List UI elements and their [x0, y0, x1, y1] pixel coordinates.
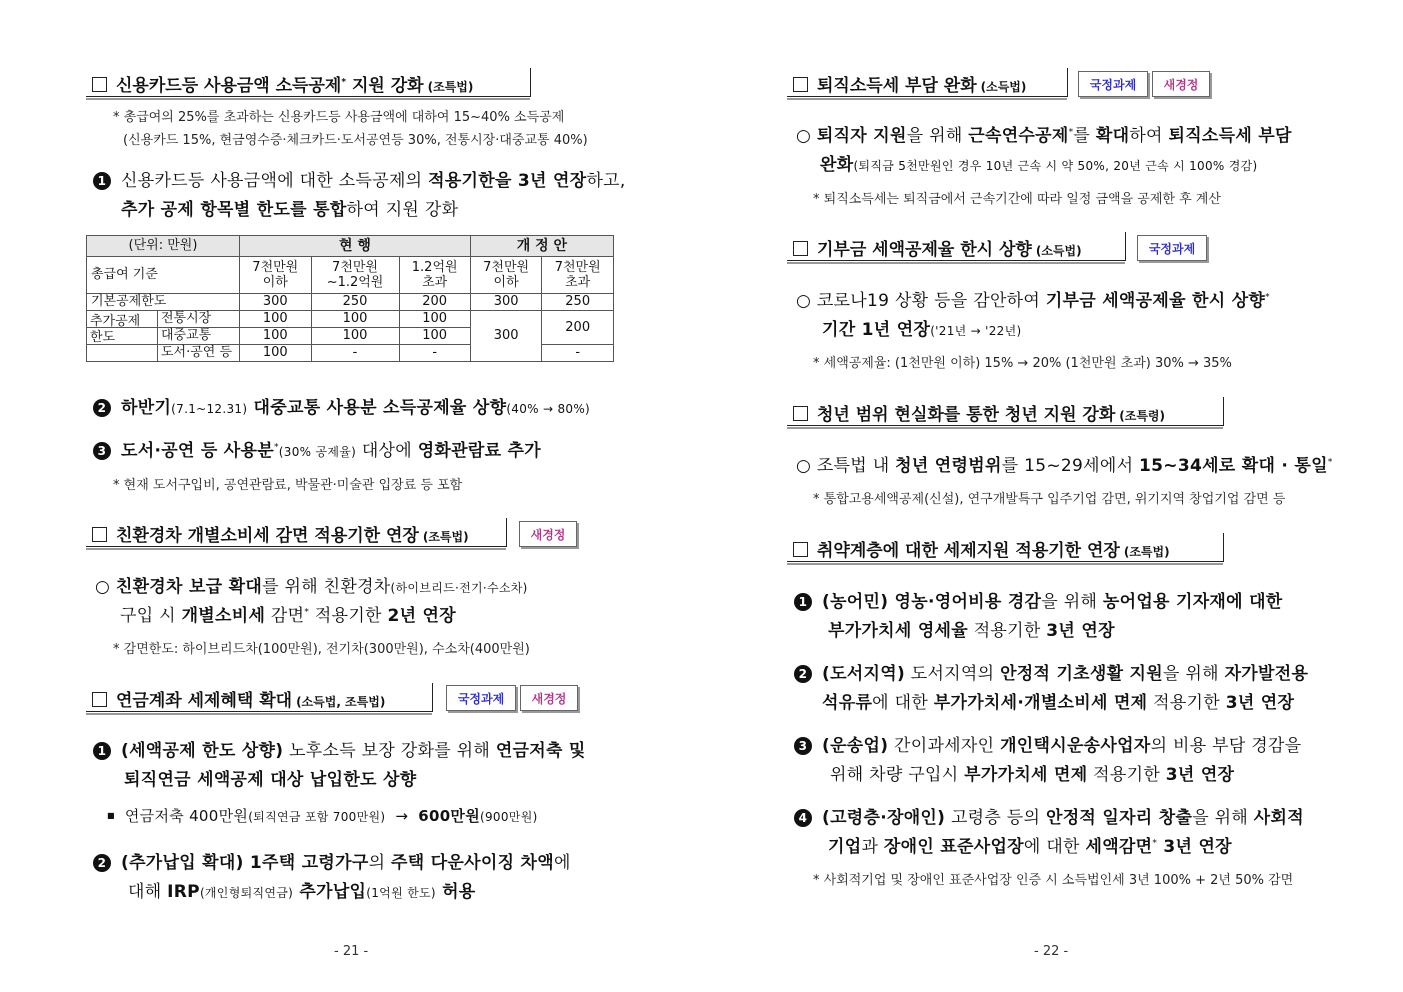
- text-small: (7.1~12.31): [171, 402, 248, 416]
- text: 에 대한: [872, 693, 934, 713]
- page-number: - 21 -: [334, 944, 369, 959]
- text-bold: 자가발전용: [1224, 664, 1309, 684]
- item-4-cont: [828, 832, 1232, 857]
- section-title: 연금계좌 세제혜택 확대: [116, 691, 293, 711]
- number-4-icon: 4: [794, 809, 812, 827]
- table-cell: 250: [542, 294, 614, 311]
- text: 을 위해: [906, 126, 969, 146]
- text-bold: 기부금 세액공제율 한시 상향: [1045, 291, 1266, 311]
- note: * 현재 도서구입비, 공연관람료, 박물관·미술관 입장료 등 포함: [113, 478, 463, 493]
- text-bold: 농어업용 기자재에 대한: [1102, 592, 1283, 612]
- table-cell: 300: [470, 294, 542, 311]
- item-1: [794, 587, 1283, 612]
- text-bold: 600만원: [418, 807, 481, 825]
- footnote-mark: *: [1265, 292, 1270, 303]
- extra-label: [90, 314, 140, 346]
- text-bold: 추가 공제 항목별 한도를 통합: [121, 200, 347, 220]
- number-2-icon: 2: [93, 399, 111, 417]
- checkbox-icon: [793, 77, 808, 92]
- table-cell: [542, 257, 614, 294]
- cell-text: 초과: [565, 275, 591, 290]
- section-title: 친환경차 개별소비세 감면 적용기한 연장: [116, 526, 419, 546]
- table-unit: (단위: 만원): [87, 236, 240, 257]
- text-bold: 장애인 표준사업장: [883, 837, 1024, 857]
- table-cell: 100: [399, 328, 470, 345]
- text-bold: 1주택 고령가구: [243, 853, 369, 873]
- text-bold: 영화관람료 추가: [417, 441, 541, 461]
- paragraph: [95, 572, 528, 597]
- law-label: (조특법): [427, 80, 474, 94]
- table-cell: 250: [311, 294, 399, 311]
- text-bold: (고령층·장애인): [822, 808, 946, 828]
- page-21: [0, 0, 701, 992]
- cell-text: 이하: [493, 275, 519, 290]
- table-cell: 100: [240, 311, 312, 328]
- table-cell: 100: [399, 311, 470, 328]
- text-bold: 기업: [828, 837, 862, 857]
- checkbox-icon: [793, 542, 808, 557]
- footnote-mark: *: [273, 442, 279, 453]
- table-row-label: 총급여 기준: [87, 257, 240, 294]
- section-title: 취약계층에 대한 세제지원 적용기한 연장: [817, 541, 1120, 561]
- table-cell: 300: [240, 294, 312, 311]
- text-bold: 15~34세로 확대 · 통일: [1139, 456, 1328, 476]
- text-bold: 개별소비세: [181, 606, 266, 626]
- text-small: (퇴직연금 포함 700만원): [248, 810, 386, 824]
- text: 적용기한: [1147, 693, 1226, 713]
- text-small: (하이브리드·전기·수소차): [390, 581, 528, 595]
- tag-new-policy: 새경정: [1152, 71, 1210, 97]
- text-bold: 2년 연장: [387, 606, 456, 626]
- text-bold: 사회적: [1253, 808, 1304, 828]
- text-bold: 영농·영어비용 경감: [888, 592, 1042, 612]
- item-1-cont: [124, 765, 416, 790]
- text: 노후소득 보장 강화를 위해: [283, 741, 496, 761]
- text-bold: 3년 연장: [1046, 621, 1115, 641]
- tag-new-policy: 새경정: [519, 521, 577, 547]
- section-title-cont: 지원 강화: [346, 76, 424, 96]
- text: 고령층 등의: [945, 808, 1046, 828]
- text: 을 위해: [1163, 664, 1225, 684]
- text-small: ('21년 → '22년): [930, 324, 1022, 338]
- text: ○ 조특법 내: [796, 456, 896, 476]
- section-title: 신용카드등 사용금액 소득공제: [116, 76, 342, 96]
- section-header-vulnerable: [787, 533, 1224, 562]
- sub-bullet: [107, 805, 538, 826]
- bullet-circle: ○: [95, 577, 116, 597]
- item-2-cont: [128, 877, 476, 902]
- text-bold: 기간 1년 연장: [822, 320, 931, 340]
- text: 적용기한: [968, 621, 1047, 641]
- table-cell: 100: [240, 345, 312, 362]
- text: 감면: [265, 606, 305, 626]
- checkbox-icon: [793, 406, 808, 421]
- text-bold: 퇴직자 지원: [816, 126, 907, 146]
- section-header-retirement-tax: [787, 68, 1068, 97]
- text-bold: 도서·공연 등 사용분: [121, 441, 274, 461]
- item-4: [794, 803, 1304, 828]
- paragraph: [796, 286, 1270, 311]
- footnote-mark: *: [341, 77, 347, 88]
- table-cell: [399, 257, 470, 294]
- text-bold: 퇴직소득세 부담: [1168, 126, 1292, 146]
- extra-label-cell: [87, 345, 158, 361]
- note: * 세액공제율: (1천만원 이하) 15% → 20% (1천만원 초과) 30% → 35%: [813, 356, 1232, 371]
- text: 하여: [1129, 126, 1169, 146]
- cell-text: 7천만원: [554, 260, 601, 275]
- text-bold: (추가납입 확대): [121, 853, 244, 873]
- text: 연금저축 400만원: [124, 807, 249, 825]
- extra-label-cell: [87, 314, 158, 345]
- item-2: [794, 659, 1308, 684]
- item-2: [93, 393, 590, 418]
- item-2-cont: [822, 688, 1294, 713]
- table-row-label: [87, 345, 240, 362]
- table-cell: [470, 257, 542, 294]
- text-small: (900만원): [480, 810, 538, 824]
- text-bold: 허용: [435, 882, 476, 902]
- cell-text: 이하: [262, 275, 288, 290]
- footnote-mark: *: [1152, 838, 1158, 849]
- row-transit: 대중교통: [161, 328, 212, 343]
- paragraph-cont: [820, 150, 1258, 175]
- law-label: (소득법): [980, 80, 1027, 94]
- page-number: - 22 -: [1034, 944, 1069, 959]
- text: 을 위해: [1041, 592, 1103, 612]
- tag-national-task: 국정과제: [446, 685, 516, 711]
- text-bold: 안정적 일자리 창출: [1045, 808, 1193, 828]
- number-3-icon: 3: [93, 442, 111, 460]
- text-bold: 3년 연장: [1225, 693, 1295, 713]
- section-header-youth: [787, 397, 1224, 426]
- text: 대해: [128, 882, 168, 902]
- text: 적용기한: [1087, 765, 1166, 785]
- table-cell: 100: [311, 328, 399, 345]
- table-cell: -: [542, 345, 614, 362]
- table-cell: 300: [470, 311, 542, 362]
- cell-text: ~1.2억원: [326, 275, 384, 290]
- deduction-table: [86, 235, 614, 362]
- text-bold: 추가납입: [293, 882, 367, 902]
- text: 도서지역의: [905, 664, 1001, 684]
- text-bold: 청년 연령범위: [895, 456, 1002, 476]
- footnote-mark: *: [304, 607, 310, 618]
- text-bold: (운송업): [822, 736, 889, 756]
- cell-text: 7천만원: [252, 260, 299, 275]
- text: 를 15~29세에서: [1001, 456, 1140, 476]
- number-1-icon: 1: [794, 593, 812, 611]
- item-3: [93, 436, 541, 461]
- item-1-cont: [121, 195, 458, 220]
- text: 의 비용 부담 경감을: [1150, 736, 1302, 756]
- item-3-cont: [830, 760, 1234, 785]
- text-bold: (농어민): [822, 592, 889, 612]
- paragraph: [796, 451, 1333, 476]
- text: 를 위해 친환경차: [262, 577, 391, 597]
- section-header-donation: [787, 232, 1126, 261]
- text: 하고,: [586, 171, 626, 191]
- text-bold: (세액공제 한도 상향): [121, 741, 284, 761]
- note: * 통합고용세액공제(신설), 연구개발특구 입주기업 감면, 위기지역 창업기업 감면 등: [813, 492, 1286, 507]
- table-header-current: 현 행: [240, 236, 471, 257]
- text: 에: [553, 853, 571, 873]
- footnote-mark: *: [1327, 457, 1333, 468]
- page-22: [702, 0, 1403, 992]
- text-bold: 대중교통 사용분 소득공제율 상향: [247, 398, 507, 418]
- section-header-credit-card: [86, 68, 531, 97]
- text-bold: 친환경차 보급 확대: [115, 577, 263, 597]
- text: 의: [368, 853, 392, 873]
- section-header-eco-car: [86, 518, 507, 547]
- table-cell: [311, 257, 399, 294]
- text: 을 위해: [1192, 808, 1254, 828]
- checkbox-icon: [793, 241, 808, 256]
- paragraph-cont: [120, 601, 456, 626]
- text-small: (개인형퇴직연금): [199, 886, 294, 900]
- text-small: (40% → 80%): [506, 402, 591, 416]
- text: 구입 시: [120, 606, 182, 626]
- square-bullet-icon: ■: [107, 811, 115, 820]
- section-header-pension: [86, 683, 433, 712]
- section-title: 기부금 세액공제율 한시 상향: [817, 240, 1032, 260]
- text: 대상에: [356, 441, 418, 461]
- checkbox-icon: [92, 692, 107, 707]
- text-small: (1억원 한도): [366, 886, 436, 900]
- text-bold: IRP: [167, 882, 200, 902]
- text-bold: 적용기한을 3년 연장: [428, 171, 587, 191]
- checkbox-icon: [92, 527, 107, 542]
- number-3-icon: 3: [794, 737, 812, 755]
- item-1: [93, 166, 626, 191]
- item-2: [93, 848, 571, 873]
- table-cell: -: [311, 345, 399, 362]
- law-label: (조특법): [422, 530, 469, 544]
- note: (신용카드 15%, 현금영수증·체크카드·도서공연등 30%, 전통시장·대중교통 40%): [123, 133, 588, 148]
- text: 적용기한: [309, 606, 388, 626]
- text-bold: 개인택시운송사업자: [1000, 736, 1151, 756]
- table-row-label: 기본공제한도: [87, 294, 240, 311]
- text-small: (퇴직금 5천만원인 경우 10년 근속 시 약 50%, 20년 근속 시 100% 경감): [853, 159, 1258, 173]
- text: 위해 차량 구입시: [830, 765, 965, 785]
- note: * 퇴직소득세는 퇴직금에서 근속기간에 따라 일정 금액을 공제한 후 계산: [813, 192, 1221, 207]
- tag-national-task: 국정과제: [1078, 71, 1148, 97]
- text: 를: [1073, 126, 1096, 146]
- tag-national-task: 국정과제: [1137, 235, 1207, 261]
- section-title: 퇴직소득세 부담 완화: [817, 76, 977, 96]
- text-bold: 퇴직연금 세액공제 대상 납입한도 상향: [124, 770, 417, 790]
- law-label: (조특령): [1119, 409, 1166, 423]
- table-header-proposed: 개 정 안: [470, 236, 613, 257]
- text: 간이과세자인: [888, 736, 1001, 756]
- text-bold: 안정적 기초생활 지원: [1000, 664, 1163, 684]
- number-2-icon: 2: [794, 665, 812, 683]
- text-bold: 세액감면: [1085, 837, 1153, 857]
- number-1-icon: 1: [93, 742, 111, 760]
- checkbox-icon: [92, 77, 107, 92]
- row-book: 도서·공연 등: [161, 345, 233, 360]
- law-label: (소득법, 조특법): [296, 695, 386, 709]
- row-market: 전통시장: [161, 311, 212, 326]
- table-cell: 100: [311, 311, 399, 328]
- cell-text: 7천만원: [332, 260, 378, 275]
- text-bold: 3년 연장: [1165, 765, 1235, 785]
- table-cell: 200: [542, 311, 614, 345]
- number-1-icon: 1: [93, 172, 111, 190]
- text: 하여 지원 강화: [346, 200, 459, 220]
- paragraph: [796, 121, 1292, 146]
- bullet-circle: ○: [796, 126, 817, 146]
- note: * 감면한도: 하이브리드차(100만원), 전기차(300만원), 수소차(400만원): [113, 642, 530, 657]
- law-label: (소득법): [1035, 244, 1082, 258]
- number-2-icon: 2: [93, 854, 111, 872]
- note: * 사회적기업 및 장애인 표준사업장 인증 시 소득법인세 3년 100% + 2년 50% 감면: [813, 873, 1294, 888]
- cell-text: 초과: [422, 275, 448, 290]
- table-cell: -: [399, 345, 470, 362]
- table-cell: [240, 257, 312, 294]
- note: * 총급여의 25%를 초과하는 신용카드등 사용금액에 대하여 15~40% 소득공제: [113, 110, 565, 125]
- cell-text: 1.2억원: [411, 260, 458, 275]
- text: 신용카드등 사용금액에 대한 소득공제의: [121, 171, 429, 191]
- text-bold: 부가가치세 면제: [964, 765, 1088, 785]
- text: ○ 코로나19 상황 등을 감안하여: [796, 291, 1046, 311]
- text-bold: 근속연수공제: [968, 126, 1069, 146]
- text-bold: 부가가치세 영세율: [828, 621, 968, 641]
- item-1: [93, 736, 586, 761]
- text-bold: 하반기: [121, 398, 172, 418]
- tag-new-policy: 새경정: [520, 685, 578, 711]
- paragraph-cont: [822, 315, 1021, 340]
- text-bold: 완화: [820, 155, 854, 175]
- text-bold: (도서지역): [822, 664, 906, 684]
- text-bold: 3년 연장: [1157, 837, 1232, 857]
- text-small: (30% 공제율): [278, 445, 357, 459]
- section-title: 청년 범위 현실화를 통한 청년 지원 강화: [817, 405, 1116, 425]
- text: 과: [861, 837, 884, 857]
- text: 에 대한: [1023, 837, 1086, 857]
- text-bold: 확대: [1095, 126, 1130, 146]
- cell-text: 7천만원: [483, 260, 530, 275]
- text-bold: 주택 다운사이징 차액: [391, 853, 554, 873]
- cell-text: 추가공제: [90, 314, 141, 329]
- cell-text: 한도: [90, 330, 116, 345]
- footnote-mark: *: [1068, 127, 1074, 138]
- arrow-icon: →: [395, 807, 409, 825]
- table-cell: 100: [240, 328, 312, 345]
- item-3: [794, 731, 1301, 756]
- text-bold: 부가가치세·개별소비세 면제: [933, 693, 1148, 713]
- law-label: (조특법): [1123, 545, 1170, 559]
- text-bold: 석유류: [822, 693, 873, 713]
- item-1-cont: [828, 616, 1115, 641]
- text-bold: 연금저축 및: [495, 741, 586, 761]
- table-cell: 200: [399, 294, 470, 311]
